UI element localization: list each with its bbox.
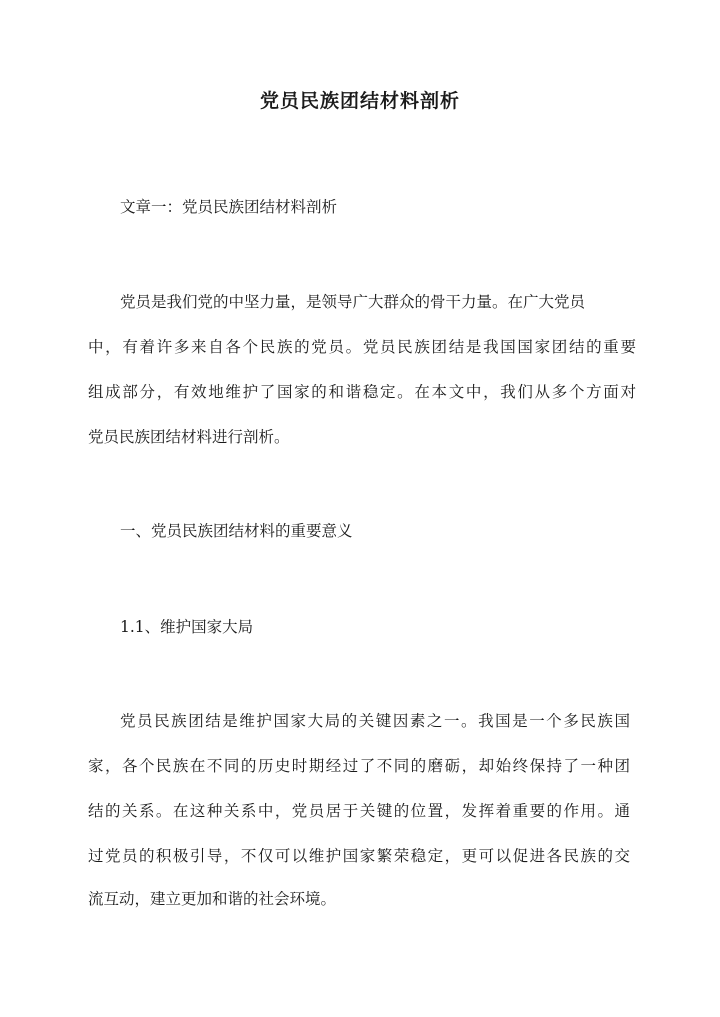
intro-paragraph-line: 中，有着许多来自各个民族的党员。党员民族团结是我国国家团结的重要 <box>88 338 636 356</box>
body-paragraph-line: 党员民族团结是维护国家大局的关键因素之一。我国是一个多民族国 <box>120 712 630 730</box>
document-title: 党员民族团结材料剖析 <box>259 90 460 112</box>
article-label: 文章一：党员民族团结材料剖析 <box>120 198 338 216</box>
body-paragraph-line: 过党员的积极引导，不仅可以维护国家繁荣稳定，更可以促进各民族的交 <box>88 847 630 865</box>
body-paragraph-line: 结的关系。在这种关系中，党员居于关键的位置，发挥着重要的作用。通 <box>88 802 630 820</box>
subsection-heading: 1.1、维护国家大局 <box>120 618 254 636</box>
body-paragraph-line: 家，各个民族在不同的历史时期经过了不同的磨砺，却始终保持了一种团 <box>88 757 630 775</box>
intro-paragraph-line: 党员是我们党的中坚力量，是领导广大群众的骨干力量。在广大党员 <box>120 293 586 311</box>
intro-paragraph-line: 组成部分，有效地维护了国家的和谐稳定。在本文中，我们从多个方面对 <box>88 383 636 401</box>
intro-paragraph-line: 党员民族团结材料进行剖析。 <box>88 428 290 446</box>
section-heading: 一、党员民族团结材料的重要意义 <box>120 522 353 540</box>
body-paragraph-line: 流互动，建立更加和谐的社会环境。 <box>88 890 337 908</box>
